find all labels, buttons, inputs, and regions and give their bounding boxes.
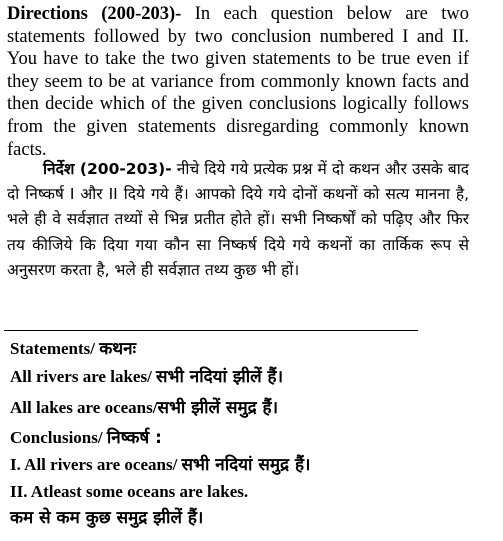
statement-2: All lakes are oceans/सभी झीलें समुद्र हैं। (10, 398, 279, 418)
conclusion-2-hindi: कम से कम कुछ समुद्र झीलें हैं। (10, 508, 204, 528)
directions-text: In each question below are two statements followed by two conclusion numbered I and II. You have to take the two given statements to be true even if they seem to be at variance from commonly known facts and then decide which of the given conclusions logically follows from the given statements disregarding commonly known facts. (7, 4, 470, 160)
section-divider (4, 330, 418, 331)
conclusions-label: Conclusions/ निष्कर्ष : (10, 428, 162, 448)
statements-label: Statements/ कथनः (10, 339, 137, 359)
statement-1: All rivers are lakes/ सभी नदियां झीलें हैं। (10, 367, 284, 387)
conclusion-1: I. All rivers are oceans/ सभी नदियां समुद्र हैं। (10, 455, 311, 475)
directions-paragraph-english (7, 3, 469, 161)
hindi-directions-heading: निर्देश (200-203)- (43, 160, 172, 178)
conclusion-2: II. Atleast some oceans are lakes. (10, 482, 249, 501)
hindi-directions-text: नीचे दिये गये प्रत्येक प्रश्न में दो कथन और उसके बाद दो निष्कर्ष I और II दिये गये हैं। आपको दिये गये दोनों कथनों को सत्य मानना है, भले ही वे सर्वज्ञात तथ्यों से भिन्न प्रतीत होते हों। सभी निष्कर्षों को पढ़िए और फिर तय कीजिये कि दिया गया कौन सा निष्कर्ष दिये गये कथनों का तार्किक रूप से अनुसरण करता है, भले ही सर्वज्ञात तथ्य कुछ भी हों। (7, 160, 469, 279)
directions-paragraph-hindi (7, 157, 469, 283)
directions-heading: Directions (200-203)- (7, 4, 182, 24)
